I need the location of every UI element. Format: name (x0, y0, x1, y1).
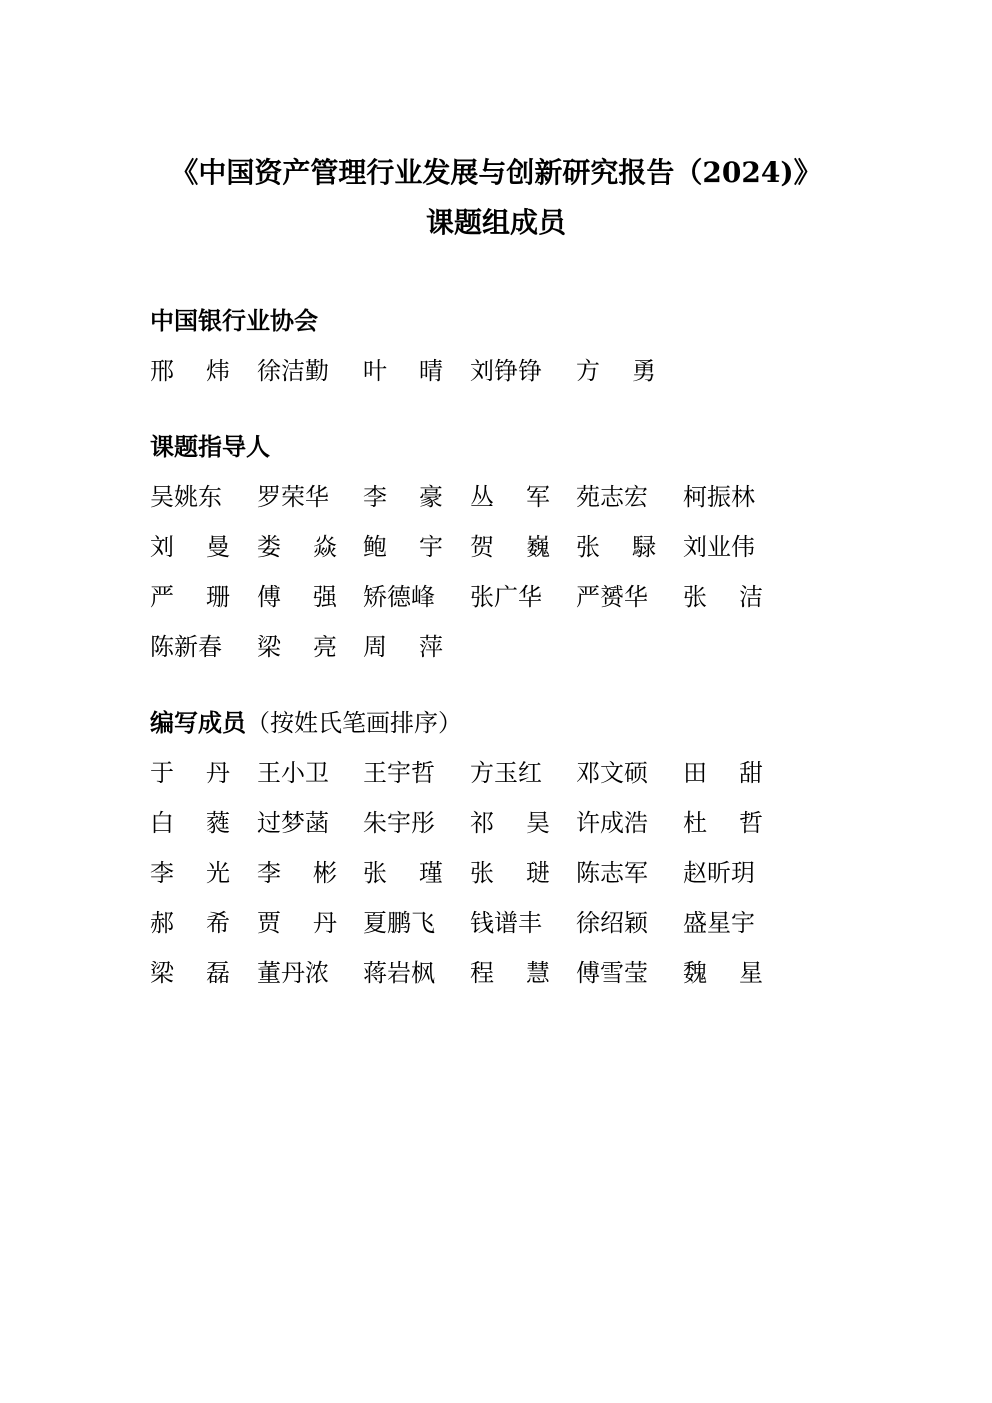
section-heading (150, 306, 318, 336)
member-name: 朱宇彤 (363, 809, 435, 837)
member-name: 李 光 (150, 859, 230, 887)
member-name: 叶 晴 (363, 357, 443, 385)
member-name: 方玉红 (470, 759, 542, 787)
name-row (150, 356, 850, 386)
member-name: 苑志宏 (576, 483, 648, 511)
member-name: 徐洁勤 (257, 357, 329, 385)
member-name: 刘业伟 (683, 533, 755, 561)
member-name: 夏鹏飞 (363, 909, 435, 937)
name-row (150, 532, 850, 562)
section-heading-text: 中国银行业协会 (150, 306, 318, 335)
section-heading-text: 编写成员 (150, 708, 246, 737)
member-name: 蒋岩枫 (363, 959, 435, 987)
member-name: 矫德峰 (363, 583, 435, 611)
member-name: 王小卫 (257, 759, 329, 787)
member-name: 盛星宇 (683, 909, 755, 937)
member-name: 傅 强 (257, 583, 337, 611)
member-name: 吴姚东 (150, 483, 222, 511)
name-row (150, 482, 850, 512)
member-name: 鲍 宇 (363, 533, 443, 561)
member-name: 陈新春 (150, 633, 222, 661)
member-name: 许成浩 (576, 809, 648, 837)
member-name: 程 慧 (470, 959, 550, 987)
member-name: 徐绍颖 (576, 909, 648, 937)
member-name: 贺 巍 (470, 533, 550, 561)
member-name: 李 豪 (363, 483, 443, 511)
member-name: 梁 亮 (257, 633, 337, 661)
member-name: 田 甜 (683, 759, 763, 787)
member-name: 梁 磊 (150, 959, 230, 987)
member-name: 过梦菡 (257, 809, 329, 837)
member-name: 邓文硕 (576, 759, 648, 787)
member-name: 娄 焱 (257, 533, 337, 561)
member-name: 罗荣华 (257, 483, 329, 511)
name-row (150, 908, 850, 938)
name-row (150, 858, 850, 888)
member-name: 杜 哲 (683, 809, 763, 837)
member-name: 赵昕玥 (683, 859, 755, 887)
member-name: 张 騄 (576, 533, 656, 561)
member-name: 严 珊 (150, 583, 230, 611)
section-heading-text: 课题指导人 (150, 432, 270, 461)
member-name: 于 丹 (150, 759, 230, 787)
member-name: 傅雪莹 (576, 959, 648, 987)
member-name: 方 勇 (576, 357, 656, 385)
member-name: 白 蕤 (150, 809, 230, 837)
member-name: 张广华 (470, 583, 542, 611)
member-name: 张 瑾 (363, 859, 443, 887)
member-name: 魏 星 (683, 959, 763, 987)
member-name: 董丹浓 (257, 959, 329, 987)
report-title: 《中国资产管理行业发展与创新研究报告（2024)》 (170, 156, 822, 189)
member-name: 周 萍 (363, 633, 443, 661)
name-row (150, 582, 850, 612)
member-name: 郝 希 (150, 909, 230, 937)
report-subtitle: 课题组成员 (425, 206, 566, 239)
member-name: 祁 昊 (470, 809, 550, 837)
section-heading (150, 432, 270, 462)
member-name: 刘铮铮 (470, 357, 542, 385)
member-name: 李 彬 (257, 859, 337, 887)
name-row (150, 632, 850, 662)
member-name: 贾 丹 (257, 909, 337, 937)
name-row (150, 758, 850, 788)
section-heading-note: （按姓氏笔画排序） (246, 709, 462, 737)
member-name: 柯振林 (683, 483, 755, 511)
member-name: 严赟华 (576, 583, 648, 611)
member-name: 钱谱丰 (470, 909, 542, 937)
member-name: 邢 炜 (150, 357, 230, 385)
member-name: 张 琎 (470, 859, 550, 887)
member-name: 陈志军 (576, 859, 648, 887)
name-row (150, 958, 850, 988)
member-name: 王宇哲 (363, 759, 435, 787)
member-name: 丛 军 (470, 483, 550, 511)
member-name: 张 洁 (683, 583, 763, 611)
section-heading (150, 708, 462, 738)
member-name: 刘 曼 (150, 533, 230, 561)
name-row (150, 808, 850, 838)
